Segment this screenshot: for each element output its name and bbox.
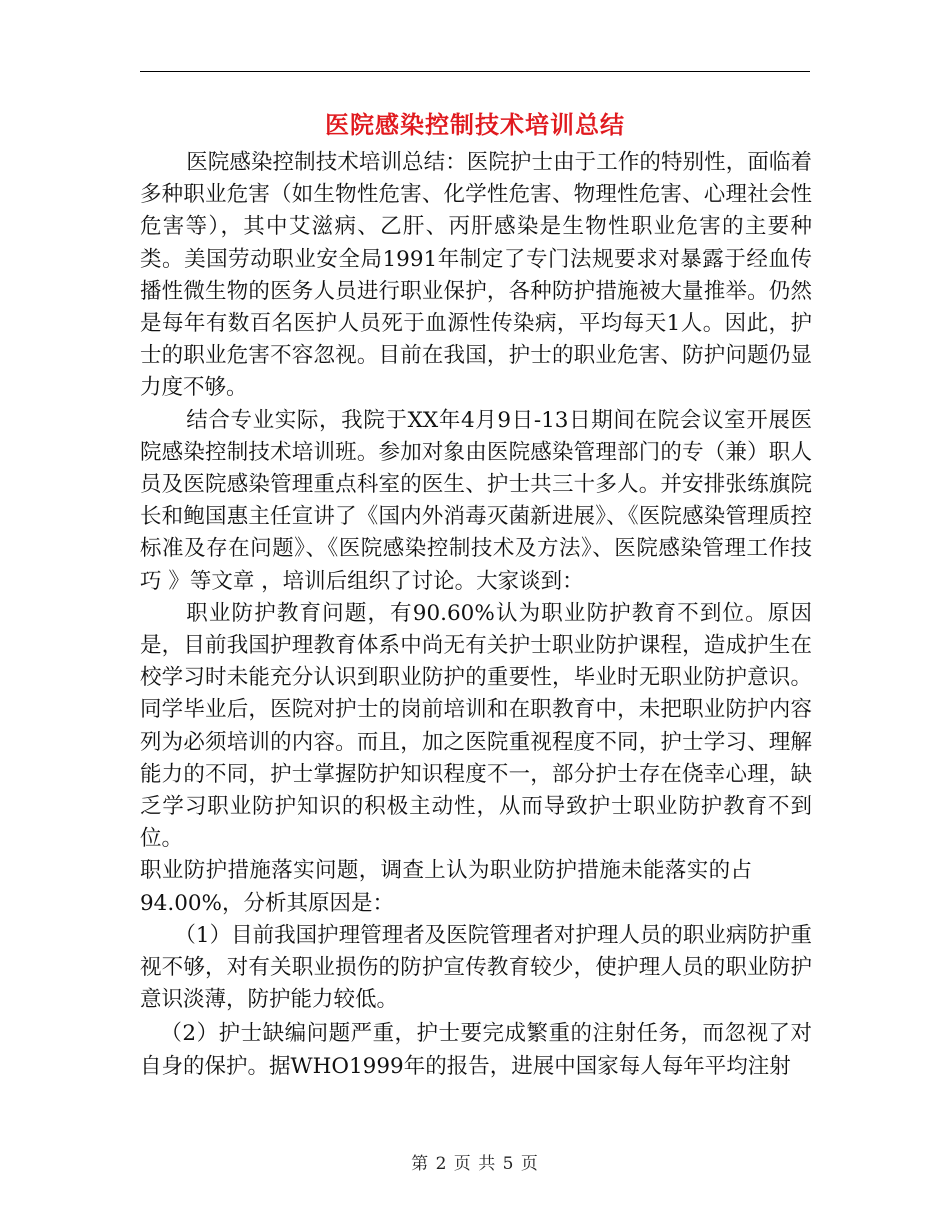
document-title: 医院感染控制技术培训总结	[325, 111, 625, 139]
page-footer: 第 2 页 共 5 页	[411, 1154, 539, 1174]
paragraph-education: 职业防护教育问题，有90.60%认为职业防护教育不到位。原因是，目前我国护理教育体系中尚无有关护士职业防护课程，造成护生在校学习时未能充分认识到职业防护的重要性，毕业时无职业防护意识。同学毕业后，医院对护士的岗前培训和在职教育中，未把职业防护内容列为必须培训的内容。而且，加之医院重视程度不同，护士学习、理解能力的不同，护士掌握防护知识程度不一，部分护士存在侥幸心理，缺乏学习职业防护知识的积极主动性，从而导致护士职业防护教育不到位。	[140, 600, 812, 852]
paragraph-intro: 医院感染控制技术培训总结：医院护士由于工作的特别性，面临着多种职业危害（如生物性危害、化学性危害、物理性危害、心理社会性危害等），其中艾滋病、乙肝、丙肝感染是生物性职业危害的主要种类。美国劳动职业安全局1991年制定了专门法规要求对暴露于经血传播性微生物的医务人员进行职业保护，各种防护措施被大量推举。仍然是每年有数百名医护人员死于血源性传染病，平均每天1人。因此，护士的职业危害不容忽视。目前在我国，护士的职业危害、防护问题仍显力度不够。	[140, 150, 812, 401]
header-rule	[140, 71, 810, 72]
paragraph-training: 结合专业实际，我院于XX年4月9日-13日期间在院会议室开展医院感染控制技术培训班。参加对象由医院感染管理部门的专（兼）职人员及医院感染管理重点科室的医生、护士共三十多人。并安排张练旗院长和鲍国惠主任宣讲了《国内外消毒灭菌新进展》、《医院感染管理质控标准及存在问题》、《医院感染控制技术及方法》、医院感染管理工作技巧 》等文章 ，培训后组织了讨论。大家谈到：	[140, 407, 812, 594]
paragraph-measures: 职业防护措施落实问题，调查上认为职业防护措施未能落实的占94.00%，分析其原因是：	[140, 858, 752, 916]
paragraph-reason-1: （1）目前我国护理管理者及医院管理者对护理人员的职业病防护重视不够，对有关职业损伤的防护宣传教育较少，使护理人员的职业防护意识淡薄，防护能力较低。	[140, 922, 812, 1013]
document-body	[140, 147, 812, 1083]
paragraph-reason-2: （2）护士缺编问题严重，护士要完成繁重的注射任务，而忽视了对自身的保护。据WHO1999年的报告，进展中国家每人每年平均注射	[140, 1021, 812, 1079]
